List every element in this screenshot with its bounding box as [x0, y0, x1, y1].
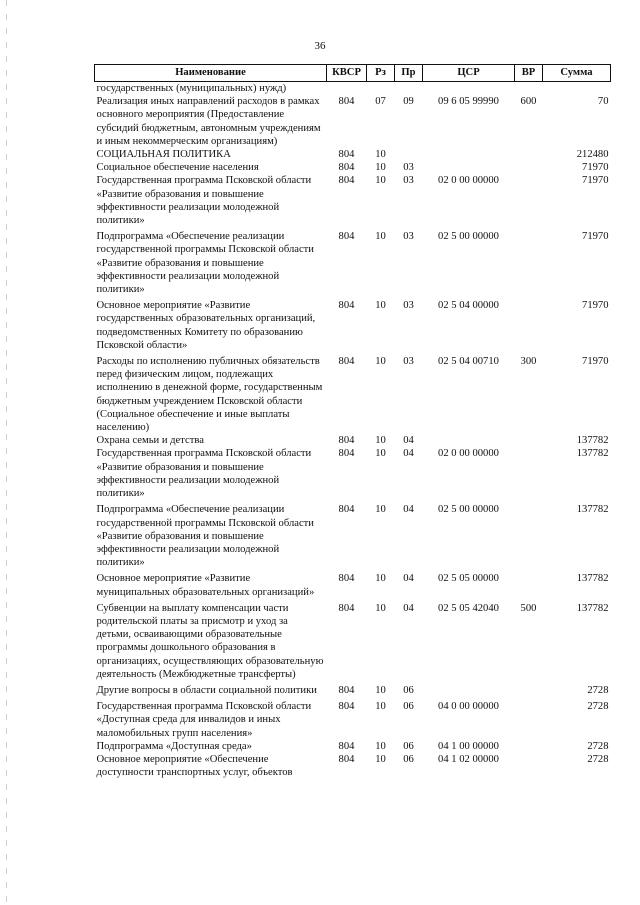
- cell-csr: [423, 434, 515, 447]
- cell-rz: 10: [375, 684, 386, 696]
- table-row: [95, 753, 611, 779]
- header-vr: ВР: [515, 65, 543, 82]
- cell-pr: [395, 82, 423, 96]
- cell-pr: 06: [403, 753, 414, 765]
- table-row: [95, 447, 611, 500]
- cell-vr: [515, 227, 543, 296]
- cell-kvsr: 804: [338, 573, 355, 585]
- cell-name: Подпрограмма «Доступная среда»: [96, 740, 252, 752]
- cell-rz: 10: [375, 602, 386, 614]
- cell-sum: 137782: [576, 435, 609, 447]
- table-row: [95, 434, 611, 447]
- cell-csr: [423, 82, 515, 96]
- cell-name: Расходы по исполнению публичных обязательств перед физическим лицом, подлежащих исполнению в денежной форме, государственным бюджетным учреждением Псковской области (Социальное обеспечение и иные выплаты населению): [96, 356, 323, 434]
- cell-pr: 04: [403, 504, 414, 516]
- cell-vr: [515, 434, 543, 447]
- table-row: [95, 599, 611, 681]
- cell-vr: [515, 753, 543, 779]
- cell-pr: 03: [403, 231, 414, 243]
- cell-sum: 71970: [582, 356, 609, 368]
- cell-sum: 212480: [576, 149, 609, 161]
- cell-kvsr: 804: [338, 753, 355, 765]
- table-row: [95, 227, 611, 296]
- cell-kvsr: 804: [338, 96, 355, 108]
- cell-csr: [423, 681, 515, 697]
- cell-pr: 04: [403, 435, 414, 447]
- table-row: [95, 174, 611, 227]
- cell-kvsr: 804: [338, 356, 355, 368]
- table-row: [95, 148, 611, 161]
- cell-name: Подпрограмма «Обеспечение реализации государственной программы Псковской области «Развитие образования и повышение эффективности реализации молодежной политики»: [96, 504, 314, 569]
- header-sum: Сумма: [543, 65, 611, 82]
- cell-name: СОЦИАЛЬНАЯ ПОЛИТИКА: [96, 149, 231, 161]
- cell-kvsr: 804: [338, 448, 355, 460]
- cell-sum: 2728: [587, 684, 609, 696]
- cell-rz: 10: [375, 701, 386, 713]
- cell-sum: 71970: [582, 162, 609, 174]
- cell-name: Государственная программа Псковской области «Доступная среда для инвалидов и иных маломобильных групп населения»: [96, 701, 312, 739]
- cell-kvsr: [327, 82, 367, 96]
- table-row: [95, 161, 611, 174]
- cell-vr: 600: [520, 96, 537, 108]
- cell-vr: [515, 569, 543, 598]
- header-rz: Рз: [367, 65, 395, 82]
- table-row: [95, 352, 611, 434]
- cell-name: Социальное обеспечение населения: [96, 162, 259, 174]
- table-row: [95, 296, 611, 352]
- cell-sum: 71970: [582, 175, 609, 187]
- cell-csr: 02 5 05 42040: [438, 602, 499, 614]
- cell-rz: [367, 82, 395, 96]
- cell-sum: [543, 82, 611, 96]
- cell-vr: [515, 82, 543, 96]
- cell-vr: 300: [520, 356, 537, 368]
- cell-kvsr: 804: [338, 231, 355, 243]
- cell-sum: 71970: [582, 231, 609, 243]
- cell-csr: 09 6 05 99990: [438, 96, 499, 108]
- cell-rz: 10: [375, 175, 386, 187]
- table-row: [95, 569, 611, 598]
- cell-csr: [423, 161, 515, 174]
- cell-rz: 10: [375, 504, 386, 516]
- cell-kvsr: 804: [338, 504, 355, 516]
- cell-pr: 03: [403, 300, 414, 312]
- cell-pr: 03: [403, 175, 414, 187]
- cell-pr: [395, 148, 423, 161]
- cell-sum: 2728: [587, 701, 609, 713]
- table-row: [95, 740, 611, 753]
- cell-kvsr: 804: [338, 740, 355, 752]
- cell-name: Государственная программа Псковской области «Развитие образования и повышение эффективности реализации молодежной политики»: [96, 175, 312, 227]
- cell-csr: 02 5 00 00000: [438, 504, 499, 516]
- cell-csr: 02 5 00 00000: [438, 231, 499, 243]
- cell-sum: 2728: [587, 753, 609, 765]
- cell-rz: 10: [375, 231, 386, 243]
- cell-rz: 10: [375, 573, 386, 585]
- cell-rz: 10: [375, 300, 386, 312]
- cell-pr: 04: [403, 573, 414, 585]
- cell-kvsr: 804: [338, 684, 355, 696]
- cell-rz: 10: [375, 740, 386, 752]
- cell-vr: [515, 681, 543, 697]
- page-number: 36: [314, 40, 326, 52]
- cell-csr: [423, 148, 515, 161]
- cell-name: Основное мероприятие «Развитие государственных образовательных организаций, подведомственных Комитету по образованию Псковской области»: [96, 300, 316, 351]
- cell-vr: 500: [520, 602, 537, 614]
- cell-name: Основное мероприятие «Обеспечение доступности транспортных услуг, объектов: [96, 753, 293, 779]
- cell-kvsr: 804: [338, 435, 355, 447]
- cell-name: Основное мероприятие «Развитие муниципальных образовательных организаций»: [96, 573, 315, 598]
- table-header-row: [95, 65, 611, 82]
- cell-rz: 10: [375, 162, 386, 174]
- table-row: [95, 681, 611, 697]
- cell-csr: 02 5 04 00000: [438, 300, 499, 312]
- cell-kvsr: 804: [338, 701, 355, 713]
- cell-pr: 06: [403, 684, 414, 696]
- cell-pr: 04: [403, 602, 414, 614]
- cell-rz: 10: [375, 149, 386, 161]
- cell-sum: 71970: [582, 300, 609, 312]
- cell-kvsr: 804: [338, 602, 355, 614]
- cell-kvsr: 804: [338, 149, 355, 161]
- cell-sum: 70: [597, 96, 609, 108]
- cell-csr: 02 0 00 00000: [438, 175, 499, 187]
- header-name: Наименование: [95, 65, 327, 82]
- table-body: [95, 82, 611, 780]
- cell-sum: 137782: [576, 602, 609, 614]
- cell-vr: [515, 148, 543, 161]
- cell-pr: 06: [403, 740, 414, 752]
- table-row: [95, 82, 611, 96]
- header-csr: ЦСР: [423, 65, 515, 82]
- header-kvsr: КВСР: [327, 65, 367, 82]
- cell-csr: 04 1 02 00000: [438, 753, 499, 765]
- cell-csr: 04 0 00 00000: [438, 701, 499, 713]
- cell-vr: [515, 500, 543, 569]
- cell-vr: [515, 697, 543, 740]
- cell-kvsr: 804: [338, 300, 355, 312]
- cell-name: Государственная программа Псковской области «Развитие образования и повышение эффективности реализации молодежной политики»: [96, 448, 312, 500]
- cell-pr: 03: [403, 356, 414, 368]
- table-row: [95, 500, 611, 569]
- cell-name: Другие вопросы в области социальной политики: [96, 684, 317, 696]
- cell-kvsr: 804: [338, 162, 355, 174]
- cell-vr: [515, 447, 543, 500]
- cell-vr: [515, 161, 543, 174]
- cell-vr: [515, 740, 543, 753]
- cell-pr: 03: [403, 162, 414, 174]
- cell-rz: 10: [375, 435, 386, 447]
- cell-csr: 02 5 05 00000: [438, 573, 499, 585]
- cell-vr: [515, 296, 543, 352]
- cell-csr: 02 0 00 00000: [438, 448, 499, 460]
- table-row: [95, 697, 611, 740]
- cell-pr: 04: [403, 448, 414, 460]
- budget-table: [94, 64, 611, 779]
- cell-sum: 137782: [576, 448, 609, 460]
- cell-name: Подпрограмма «Обеспечение реализации государственной программы Псковской области «Развитие образования и повышение эффективности реализации молодежной политики»: [96, 231, 314, 296]
- cell-pr: 09: [403, 96, 414, 108]
- cell-rz: 10: [375, 448, 386, 460]
- cell-csr: 02 5 04 00710: [438, 356, 499, 368]
- cell-sum: 2728: [587, 740, 609, 752]
- cell-csr: 04 1 00 00000: [438, 740, 499, 752]
- header-pr: Пр: [395, 65, 423, 82]
- cell-pr: 06: [403, 701, 414, 713]
- cell-name: Реализация иных направлений расходов в рамках основного мероприятия (Предоставление субсидий бюджетным, автономным учреждениям и иным некоммерческим организациям): [96, 96, 321, 147]
- cell-name: Субвенции на выплату компенсации части родительской платы за присмотр и уход за детьми, осваивающими образовательные программы дошкольного образования в организациях, осуществляющих образовательную деятельность (Межбюджетные трансферты): [96, 602, 324, 680]
- cell-rz: 10: [375, 753, 386, 765]
- cell-vr: [515, 174, 543, 227]
- table-row: [95, 95, 611, 148]
- cell-rz: 07: [375, 96, 386, 108]
- cell-kvsr: 804: [338, 175, 355, 187]
- cell-sum: 137782: [576, 504, 609, 516]
- cell-name: Охрана семьи и детства: [96, 435, 204, 447]
- cell-name: государственных (муниципальных) нужд): [96, 83, 287, 94]
- cell-sum: 137782: [576, 573, 609, 585]
- cell-rz: 10: [375, 356, 386, 368]
- scan-edge: [6, 0, 7, 905]
